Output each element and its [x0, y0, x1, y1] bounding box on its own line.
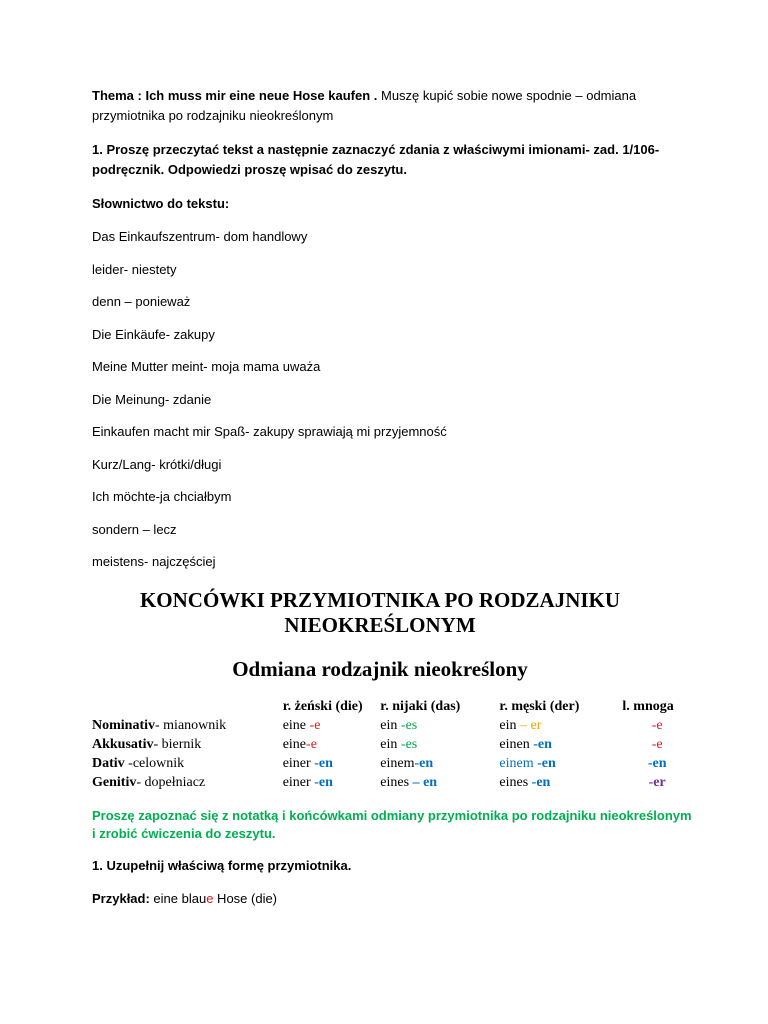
topic-translation: Muszę kupić sobie nowe spodnie – odmiana przymiotnika po rodzajniku nieokreślonym	[92, 88, 637, 123]
case-cell	[92, 735, 283, 754]
article: einen	[499, 737, 534, 752]
example-after: Hose (die)	[213, 891, 278, 906]
sub-heading: Odmiana rodzajnik nieokreślony	[232, 657, 528, 681]
ending: -e	[651, 718, 663, 733]
table-row	[92, 735, 692, 754]
article: einer	[282, 756, 315, 771]
ending: -en	[314, 756, 333, 771]
ending: -es	[400, 737, 418, 752]
plural-cell	[622, 754, 692, 773]
vocab-item: denn – ponieważ	[92, 294, 191, 309]
vocab-heading: Słownictwo do tekstu:	[92, 196, 230, 211]
article: einer	[282, 775, 315, 790]
instruction-note: Proszę zapoznać się z notatką i końcówkami odmiany przymiotnika po rodzajniku nieokreślonym i zrobić ćwiczenia do zeszytu.	[92, 808, 692, 841]
vocab-item: meistens- najczęściej	[92, 554, 216, 569]
ending: -er	[648, 775, 666, 790]
header-neuter: r. nijaki (das)	[380, 699, 461, 714]
case-polish: - mianownik	[155, 718, 227, 733]
ending: -es	[400, 718, 418, 733]
neuter-cell	[380, 773, 499, 792]
ending: – en	[412, 775, 438, 790]
case-polish: - biernik	[153, 737, 202, 752]
topic-label: Thema : Ich muss mir eine neue Hose kaufen .	[92, 88, 378, 103]
header-feminine: r. żeński (die)	[282, 699, 363, 714]
vocab-item: Einkaufen macht mir Spaß- zakupy sprawiają mi przyjemność	[92, 424, 447, 439]
feminine-cell	[283, 754, 381, 773]
main-heading-line-1: KONCÓWKI PRZYMIOTNIKA PO RODZAJNIKU	[139, 588, 621, 612]
table-row	[92, 716, 692, 735]
example-label: Przykład:	[92, 891, 150, 906]
ending: -en	[314, 775, 333, 790]
feminine-cell	[283, 735, 381, 754]
masculine-cell	[499, 773, 622, 792]
vocab-item: leider- niestety	[92, 261, 177, 277]
masculine-cell	[499, 735, 622, 754]
example-before: eine blau	[149, 891, 207, 906]
main-heading	[92, 588, 668, 638]
table-header-row	[92, 697, 692, 716]
neuter-cell	[380, 716, 499, 735]
case-name: Nominativ	[92, 718, 155, 733]
document-page	[92, 86, 692, 906]
neuter-cell	[380, 754, 499, 773]
ending: – er	[520, 718, 542, 733]
table-row	[92, 754, 692, 773]
case-name: Genitiv	[92, 775, 137, 790]
vocab-item: Kurz/Lang- krótki/długi	[92, 456, 222, 472]
article: einem	[380, 756, 415, 771]
neuter-cell	[380, 735, 499, 754]
ending: -en	[537, 756, 556, 771]
example-ending: e	[206, 891, 214, 906]
ending: -en	[533, 737, 552, 752]
vocab-item: Das Einkaufszentrum- dom handlowy	[92, 229, 308, 244]
case-polish: - dopełniacz	[136, 775, 206, 790]
case-name: Akkusativ	[92, 737, 154, 752]
masculine-cell	[499, 716, 622, 735]
vocab-item: Die Einkäufe- zakupy	[92, 326, 215, 342]
plural-cell	[622, 773, 692, 792]
header-empty	[92, 697, 283, 716]
article: einem	[499, 756, 538, 771]
article: eines	[380, 775, 413, 790]
ending: -en	[414, 756, 434, 771]
plural-cell	[622, 735, 692, 754]
article: eine	[282, 718, 310, 733]
task-1-instructions: 1. Proszę przeczytać tekst a następnie zaznaczyć zdania z właściwymi imionami- zad. 1/106- podręcznik. Odpowiedzi proszę wpisać do zeszytu.	[92, 142, 660, 177]
ending: -e	[306, 737, 317, 752]
article: ein	[380, 718, 401, 733]
ending: -en	[531, 775, 551, 790]
article: eines	[499, 775, 532, 790]
vocab-item: Die Meinung- zdanie	[92, 391, 212, 407]
article: ein	[380, 737, 401, 752]
feminine-cell	[283, 773, 381, 792]
declension-table	[92, 697, 692, 792]
case-cell	[92, 773, 283, 792]
header-masculine: r. męski (der)	[499, 699, 580, 714]
plural-cell	[622, 716, 692, 735]
article: ein	[499, 718, 520, 733]
feminine-cell	[283, 716, 381, 735]
header-plural: l. mnoga	[622, 699, 674, 714]
main-heading-line-2: NIEOKREŚLONYM	[284, 613, 476, 637]
example-line	[92, 889, 277, 909]
vocab-item: Ich möchte-ja chciałbym	[92, 489, 232, 504]
ending: -e	[309, 718, 321, 733]
case-cell	[92, 716, 283, 735]
ending: -en	[647, 756, 667, 771]
article: eine	[282, 737, 307, 752]
table-row	[92, 773, 692, 792]
exercise-title: 1. Uzupełnij właściwą formę przymiotnika.	[92, 858, 352, 873]
ending: -e	[651, 737, 663, 752]
vocab-item: sondern – lecz	[92, 521, 177, 537]
vocab-item: Meine Mutter meint- moja mama uważa	[92, 359, 321, 374]
masculine-cell	[499, 754, 622, 773]
vocab-list	[92, 227, 692, 585]
case-name: Dativ	[92, 756, 125, 771]
case-cell	[92, 754, 283, 773]
topic-line	[92, 86, 692, 126]
case-polish: -celownik	[124, 756, 185, 771]
